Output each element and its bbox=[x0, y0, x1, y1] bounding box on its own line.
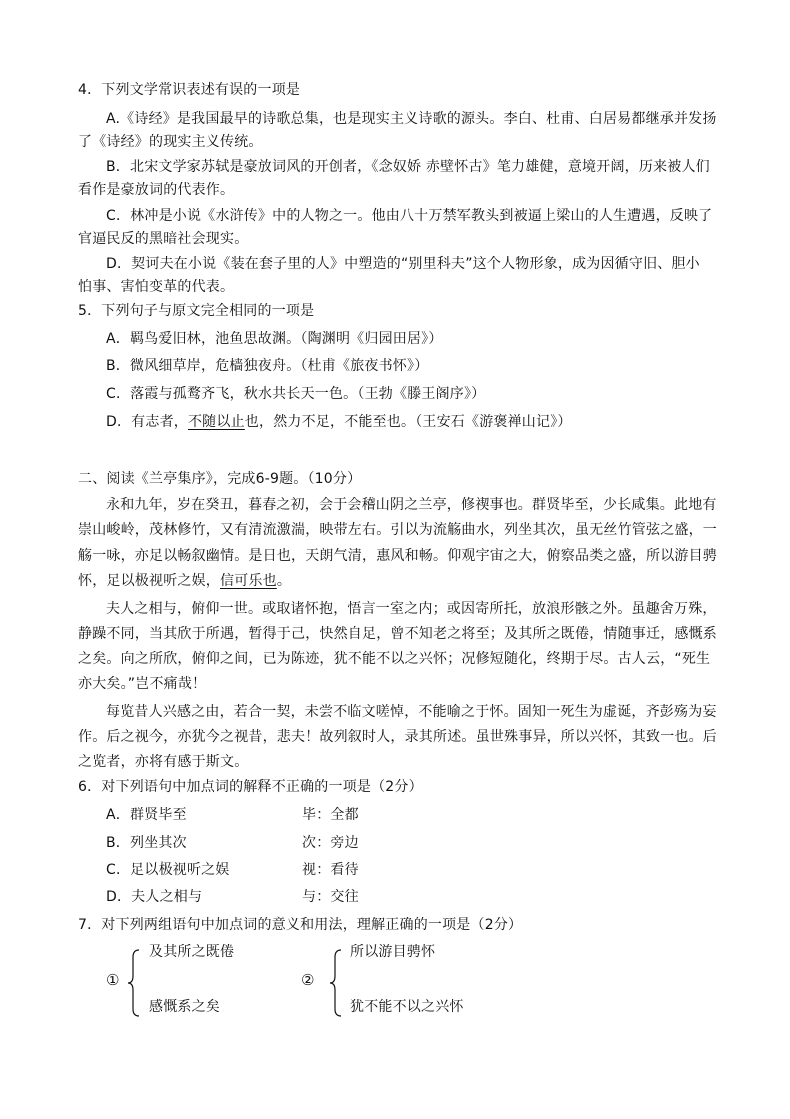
q7-group1-top: 及其所之既倦 bbox=[149, 944, 235, 960]
passage-p2-line2: 静躁不同，当其欣于所遇，暂得于己，快然自足，曾不知老之将至；及其所之既倦，情随事迁，感慨系 bbox=[78, 626, 717, 642]
q4-option-b-line1: B．北宋文学家苏轼是豪放词风的开创者，《念奴娇 赤壁怀古》笔力雄健，意境开阔，历来被人们 bbox=[106, 159, 710, 175]
q6-option-b: B．列坐其次 bbox=[106, 835, 187, 851]
q6-answer-d: 与：交往 bbox=[302, 889, 359, 905]
q4-stem: 4．下列文学常识表述有误的一项是 bbox=[78, 82, 301, 98]
passage-p1-line1: 永和九年，岁在癸丑，暮春之初，会于会稽山阴之兰亭，修禊事也。群贤毕至，少长咸集。此地有 bbox=[106, 497, 717, 513]
q5-option-a: A．羁鸟爱旧林，池鱼思故渊。（陶渊明《归园田居》） bbox=[106, 331, 443, 347]
q4-option-a-line1: A.《诗经》是我国最早的诗歌总集，也是现实主义诗歌的源头。李白、杜甫、白居易都继承并发扬 bbox=[106, 111, 717, 127]
q5-option-d-underlined: 不随以止 bbox=[187, 414, 245, 430]
passage-p3-line3: 之览者，亦将有感于斯文。 bbox=[78, 754, 249, 770]
passage-p1-line4 bbox=[78, 571, 291, 591]
q4-option-b-line2: 看作是豪放词的代表作。 bbox=[78, 182, 235, 198]
passage-p1-line4-pre: 怀，足以极视听之娱， bbox=[78, 573, 220, 589]
q5-option-d-pre: D．有志者， bbox=[106, 414, 188, 430]
q6-answer-c: 视：看待 bbox=[302, 862, 359, 878]
q7-group1-brace bbox=[126, 948, 142, 1018]
passage-p2-line4: 亦大矣。”岂不痛哉！ bbox=[78, 676, 207, 692]
passage-p1-line2: 崇山峻岭，茂林修竹，又有清流激湍，映带左右。引以为流觞曲水，列坐其次，虽无丝竹管弦之盛，一 bbox=[78, 522, 717, 538]
q7-group2-brace bbox=[328, 948, 344, 1018]
passage-p2-line1: 夫人之相与，俯仰一世。或取诸怀抱，悟言一室之内；或因寄所托，放浪形骸之外。虽趣舍万殊， bbox=[106, 601, 717, 617]
q5-option-d bbox=[106, 412, 572, 432]
q7-group2-mark: ② bbox=[301, 971, 315, 989]
q4-option-c-line2: 官逼民反的黑暗社会现实。 bbox=[78, 231, 249, 247]
q4-option-c-line1: C．林冲是小说《水浒传》中的人物之一。他由八十万禁军教头到被逼上梁山的人生遭遇，反映了 bbox=[106, 208, 713, 224]
passage-p1-line3: 觞一咏，亦足以畅叙幽情。是日也，天朗气清，惠风和畅。仰观宇宙之大，俯察品类之盛，所以游目骋 bbox=[78, 548, 717, 564]
passage-p1-line4-post: 。 bbox=[276, 573, 292, 589]
q4-option-d-line1: D．契诃夫在小说《装在套子里的人》中塑造的“别里科夫”这个人物形象，成为因循守旧、胆小 bbox=[106, 256, 700, 272]
passage-p3-line2: 作。后之视今，亦犹今之视昔，悲夫！故列叙时人，录其所述。虽世殊事异，所以兴怀，其致一也。后 bbox=[78, 729, 717, 745]
q5-option-b: B．微风细草岸，危樯独夜舟。（杜甫《旅夜书怀》） bbox=[106, 358, 429, 374]
section2-title: 二、阅读《兰亭集序》，完成6-9题。（10分） bbox=[78, 471, 362, 487]
q4-option-a-line2: 了《诗经》的现实主义传统。 bbox=[78, 134, 263, 150]
q7-group1-bottom: 感慨系之矣 bbox=[149, 999, 220, 1015]
q7-group2-bottom: 犹不能不以之兴怀 bbox=[350, 999, 464, 1015]
q6-stem: 6．对下列语句中加点词的解释不正确的一项是（2分） bbox=[78, 779, 423, 795]
passage-p3-line1: 每览昔人兴感之由，若合一契，未尝不临文嗟悼，不能喻之于怀。固知一死生为虚诞，齐彭殇为妄 bbox=[106, 704, 717, 720]
passage-p1-underlined: 信可乐也 bbox=[220, 573, 277, 589]
q6-option-c: C．足以极视听之娱 bbox=[106, 862, 230, 878]
q6-answer-a: 毕：全都 bbox=[302, 807, 359, 823]
q6-option-d: D．夫人之相与 bbox=[106, 889, 203, 905]
q7-group2-top: 所以游目骋怀 bbox=[350, 944, 436, 960]
passage-p2-line3: 之矣。向之所欣，俯仰之间，已为陈迹，犹不能不以之兴怀；况修短随化，终期于尽。古人云，“死生 bbox=[78, 651, 711, 667]
q6-answer-b: 次：旁边 bbox=[302, 835, 359, 851]
q7-stem: 7．对下列两组语句中加点词的意义和用法，理解正确的一项是（2分） bbox=[78, 917, 523, 933]
q6-option-a: A．群贤毕至 bbox=[106, 807, 187, 823]
q5-option-d-post: 也，然力不足，不能至也。（王安石《游褒禅山记》） bbox=[244, 414, 572, 430]
q5-stem: 5．下列句子与原文完全相同的一项是 bbox=[78, 303, 315, 319]
q7-group1-mark: ① bbox=[106, 971, 120, 989]
q4-option-d-line2: 怕事、害怕变革的代表。 bbox=[78, 279, 235, 295]
q5-option-c: C．落霞与孤鹜齐飞，秋水共长天一色。（王勃《滕王阁序》） bbox=[106, 386, 486, 402]
